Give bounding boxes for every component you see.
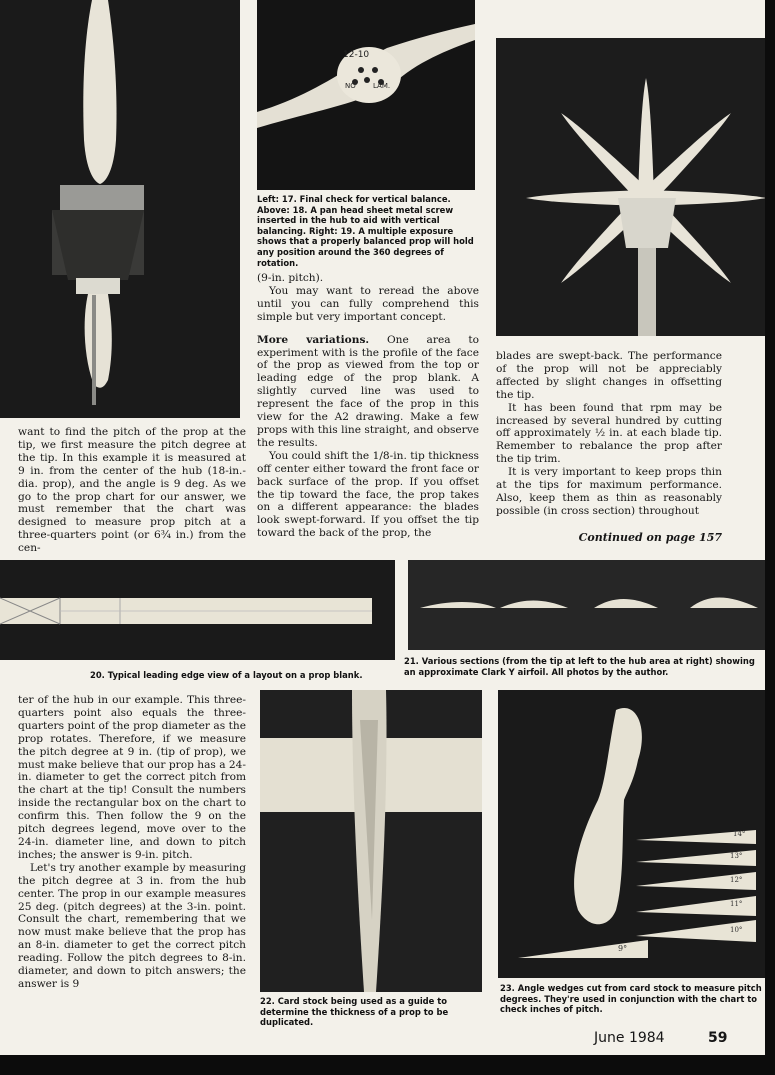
caption-20: 20. Typical leading edge view of a layout on a prop blank.: [90, 670, 363, 680]
paragraph: Let's try another example by measuring the pitch degree at 3 in. from the hub center. The prop in our example measures 25 deg. (pitch degrees) at the 3-in. point. Consult the chart, remembering that we now must make believe that the prop has an 8-in. diameter to get the correct pitch reading. Follow the pitch degrees to 8-in. diameter, and down to pitch answers; the answer is 9: [18, 861, 246, 990]
photo-19-multiple-exposure: [496, 38, 765, 336]
wedge-label-14: 14°: [733, 830, 746, 838]
paragraph: You may want to reread the above until you can fully comprehend this simple but very important concept.: [257, 284, 479, 323]
section-heading: More variations.: [257, 333, 370, 346]
wedge-label-9: 9°: [618, 944, 628, 953]
photo-23-angle-wedges: [498, 690, 765, 978]
wedge-label-11: 11°: [730, 900, 743, 908]
continued-on-note: Continued on page 157: [578, 531, 722, 544]
hub-marking-text: 12-10: [343, 50, 370, 60]
section-body: One area to experiment with is the profile of the face of the prop as viewed from the top or leading edge of the prop blank. A slightly curved line was used to represent the face of the prop in this view for the A2 drawing. Make a few props with this line straight, and observe the results.: [257, 333, 479, 449]
wedge-label-13: 13°: [730, 852, 743, 860]
issue-date: June 1984: [594, 1030, 665, 1046]
caption-21: 21. Various sections (from the tip at left to the hub area at right) showing an approximate Clark Y airfoil. All photos by the author.: [404, 656, 755, 677]
page-number: 59: [708, 1030, 728, 1046]
caption-23: 23. Angle wedges cut from card stock to measure pitch degrees. They're used in conjunction with the chart to check inches of pitch.: [500, 983, 762, 1015]
paragraph: ter of the hub in our example. This three-quarters point also equals the three-quarters point of the prop diameter as the prop rotates. Therefore, if we measure the pitch degree at 9 in. (tip of prop), we must make believe that our prop has a 24-in. diameter to get the correct pitch from the chart at the tip! Consult the numbers inside the rectangular box on the chart to confirm this. Then follow the 9 on the pitch degrees legend, move over to the 24-in. diameter line, and down to pitch inches; the answer is 9-in. pitch.: [18, 694, 246, 861]
scan-edge-bottom: [0, 1055, 775, 1075]
caption-17-19: Left: 17. Final check for vertical balance. Above: 18. A pan head sheet metal screw inserted in the hub to aid with vertical balancing. Right: 19. A multiple exposure shows that a properly balanced prop will hold any position around the 360 degrees of rotation.: [257, 194, 474, 268]
paragraph: blades are swept-back. The performance of the prop will not be appreciably affected by slight changes in offsetting the tip.: [496, 350, 722, 401]
wedge-label-10: 10°: [730, 926, 743, 934]
paragraph: want to find the pitch of the prop at the tip, we first measure the pitch degree at the tip. In this example it is measured at 9 in. from the center of the hub (18-in.-dia. prop), and the angle is 9 deg. As we go to the prop chart for our answer, we must remember that the chart was designed to measure prop pitch at a three-quarters point (or 6¾ in.) from the cen-: [18, 426, 246, 555]
photo-17-prop-balance: [0, 0, 240, 418]
scan-edge-right: [765, 0, 775, 1075]
column1-bottom-text: [18, 694, 246, 991]
paragraph: You could shift the 1/8-in. tip thickness off center either toward the front face or back surface of the prop. If you offset the tip toward the face, the prop takes on a different appearance: the blades look swept-forward. If you offset the tip toward the back of the prop, the: [257, 449, 479, 540]
column2-text: [257, 272, 479, 540]
wedge-label-12: 12°: [730, 876, 743, 884]
paragraph: (9-in. pitch).: [257, 272, 324, 284]
paragraph: It is very important to keep props thin at the tips for maximum performance. Also, keep them as thin as reasonably possible (in cross section) throughout: [496, 466, 722, 517]
photo-18-prop-hub: [257, 0, 475, 190]
photo-22-card-stock-guide: [260, 690, 482, 992]
column1-top-text: [18, 426, 246, 555]
hub-marking-text-2: NO: [345, 82, 356, 90]
photo-20-leading-edge: [0, 560, 395, 660]
photo-21-airfoil-sections: [408, 560, 765, 650]
column3-text: [496, 350, 722, 518]
section-paragraph: [257, 334, 479, 450]
caption-22: 22. Card stock being used as a guide to determine the thickness of a prop to be duplicated.: [260, 996, 449, 1028]
hub-marking-text-3: LAM.: [373, 82, 391, 90]
paragraph: It has been found that rpm may be increased by several hundred by cutting off approximately ½ in. at each blade tip. Remember to rebalance the prop after the tip trim.: [496, 401, 722, 466]
